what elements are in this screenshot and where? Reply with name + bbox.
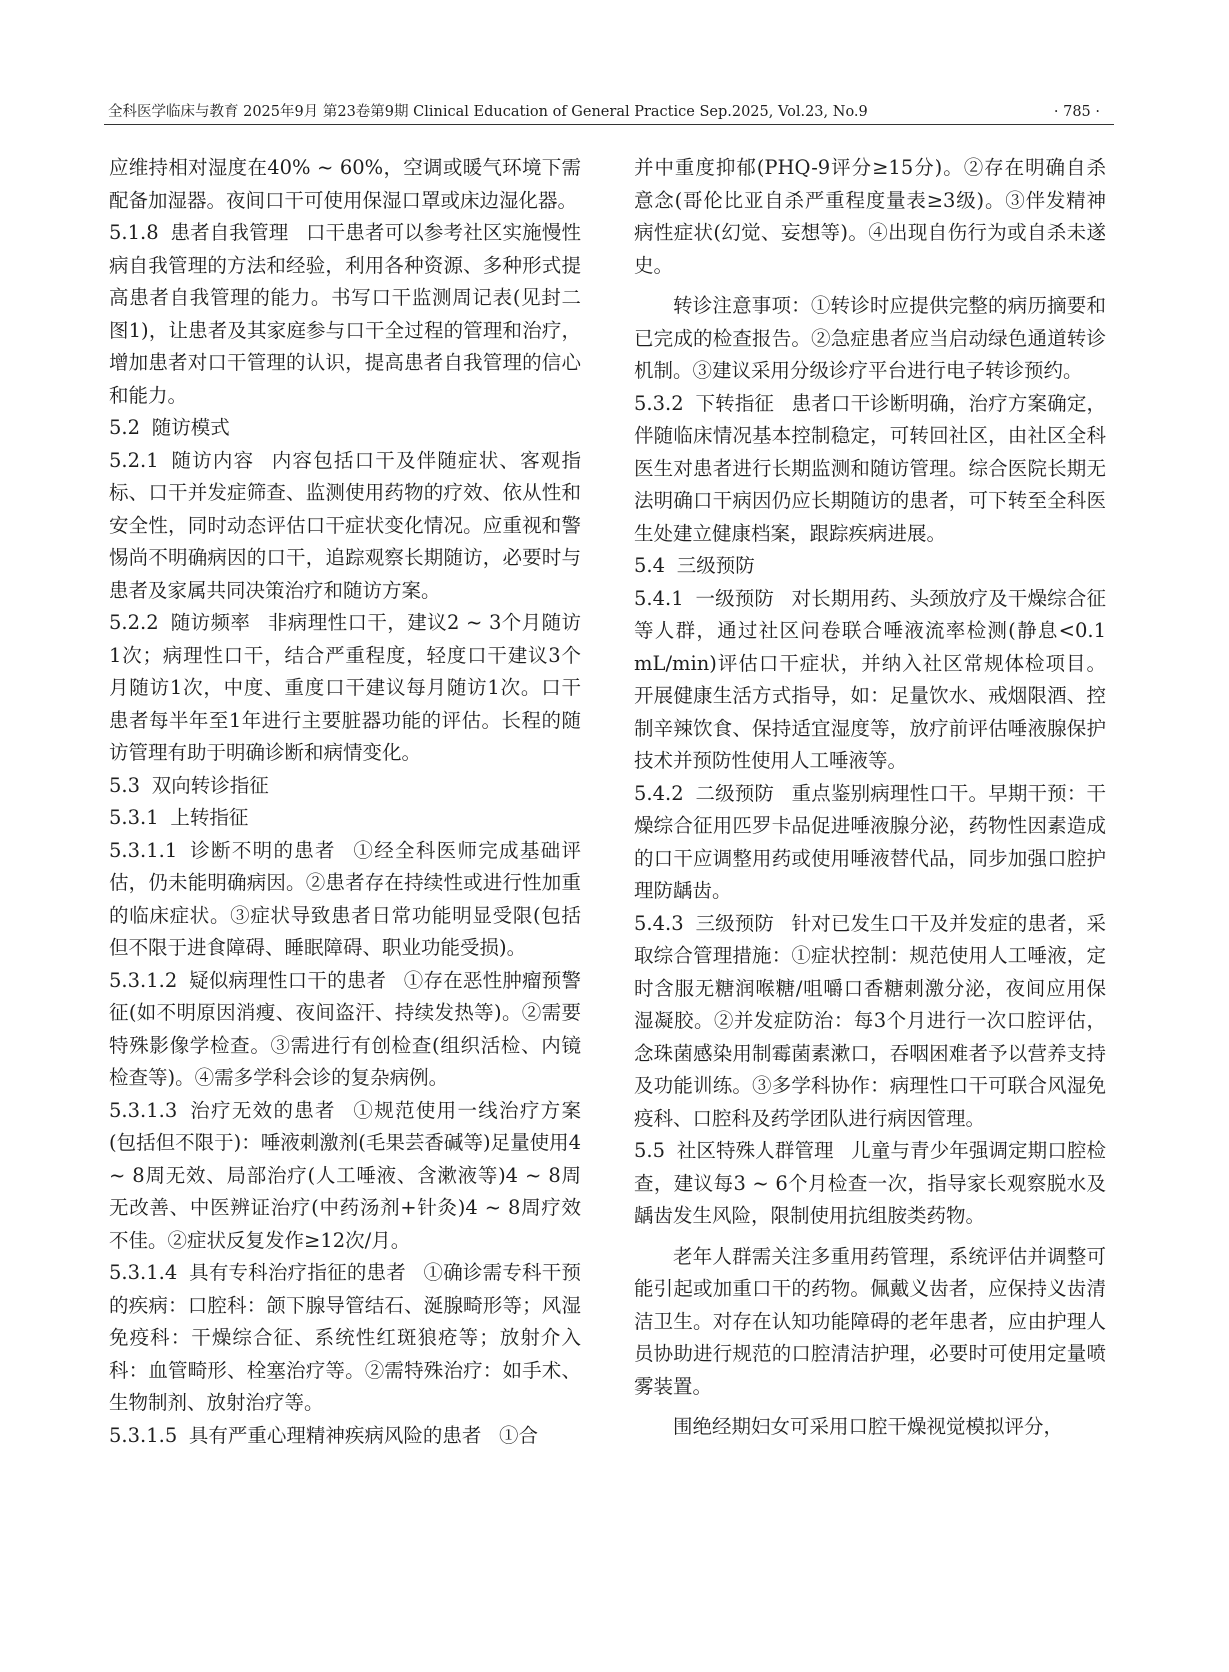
paragraph <box>634 583 1106 778</box>
paragraph <box>109 445 581 608</box>
section-title: 一级预防 <box>695 586 775 610</box>
paragraph <box>109 835 581 965</box>
running-header <box>104 100 1114 125</box>
paragraph-text: 口干患者可以参考社区实施慢性病自我管理的方法和经验，利用各种资源、多种形式提高患者自我管理的能力。书写口干监测周记表(见封二图1)，让患者及其家庭参与口干全过程的管理和治疗，增加患者对口干管理的认识，提高患者自我管理的信心和能力。 <box>109 221 581 407</box>
section-number: 5.3 <box>109 773 141 797</box>
paragraph-text: 应维持相对湿度在40% ~ 60%，空调或暖气环境下需配备加湿器。夜间口干可使用保湿口罩或床边湿化器。 <box>109 156 581 212</box>
paragraph-text: ①规范使用一线治疗方案(包括但不限于)：唾液刺激剂(毛果芸香碱等)足量使用4 ~ 8周无效、局部治疗(人工唾液、含漱液等)4 ~ 8周无改善、中医辨证治疗(中药汤剂+针灸)4 ~ 8周疗效不佳。②症状反复发作≥12次/月。 <box>109 1098 581 1252</box>
section-number: 5.3.1.4 <box>109 1261 178 1284</box>
page-number: · 785 · <box>1053 104 1100 120</box>
paragraph-text: 围绝经期妇女可采用口腔干燥视觉模拟评分， <box>673 1415 1064 1438</box>
section-title: 三级预防 <box>676 554 755 577</box>
journal-citation: 全科医学临床与教育 2025年9月 第23卷第9期 Clinical Education of General Practice Sep.2025, Vol.23, No.9 <box>108 104 868 120</box>
paragraph-text: 针对已发生口干及并发症的患者，采取综合管理措施：①症状控制：规范使用人工唾液，定时含服无糖润喉糖/咀嚼口香糖刺激分泌，夜间应用保湿凝胶。②并发症防治：每3个月进行一次口腔评估，念珠菌感染用制霉菌素漱口，吞咽困难者予以营养支持及功能训练。③多学科协作：病理性口干可联合风湿免疫科、口腔科及药学团队进行病因管理。 <box>634 911 1106 1130</box>
left-column <box>109 152 581 1452</box>
paragraph-text: 对长期用药、头颈放疗及干燥综合征等人群，通过社区问卷联合唾液流率检测(静息<0.1 mL/min)评估口干症状，并纳入社区常规体检项目。开展健康生活方式指导，如：足量饮水、戒烟限酒、控制辛辣饮食、保持适宜湿度等，放疗前评估唾液腺保护技术并预防性使用人工唾液等。 <box>634 586 1106 772</box>
paragraph <box>634 290 1106 388</box>
section-title: 上转指征 <box>170 806 249 829</box>
section-number: 5.3.1.1 <box>109 838 178 862</box>
section-number: 5.3.1.5 <box>109 1423 178 1447</box>
section-number: 5.3.2 <box>634 391 684 415</box>
section-number: 5.2.1 <box>109 448 159 472</box>
paragraph-text: 老年人群需关注多重用药管理，系统评估并调整可能引起或加重口干的药物。佩戴义齿者，应保持义齿清洁卫生。对存在认知功能障碍的老年患者，应由护理人员协助进行规范的口腔清洁护理，必要时可使用定量喷雾装置。 <box>634 1244 1106 1398</box>
paragraph <box>634 778 1106 908</box>
paragraph-text: ①合 <box>498 1423 538 1447</box>
section-title: 下转指征 <box>695 391 775 415</box>
paragraph <box>109 1095 581 1258</box>
section-heading <box>109 770 581 803</box>
section-title: 三级预防 <box>695 911 775 935</box>
section-number: 5.1.8 <box>109 221 159 244</box>
paragraph-text: 非病理性口干，建议2 ~ 3个月随访1次；病理性口干，结合严重程度，轻度口干建议3个月随访1次，中度、重度口干建议每月随访1次。口干患者每半年至1年进行主要脏器功能的评估。长程的随访管理有助于明确诊断和病情变化。 <box>109 611 581 764</box>
paragraph-text: 并中重度抑郁(PHQ-9评分≥15分)。②存在明确自杀意念(哥伦比亚自杀严重程度量表≥3级)。③伴发精神病性症状(幻觉、妄想等)。④出现自伤行为或自杀未遂史。 <box>634 156 1106 277</box>
section-number: 5.4.1 <box>634 586 684 610</box>
paragraph <box>634 1241 1106 1404</box>
section-title: 疑似病理性口干的患者 <box>188 968 387 992</box>
paragraph <box>109 965 581 1095</box>
paragraph <box>634 1411 1106 1444</box>
paragraph <box>634 152 1106 282</box>
section-title: 治疗无效的患者 <box>188 1098 336 1122</box>
paragraph-text: 重点鉴别病理性口干。早期干预：干燥综合征用匹罗卡品促进唾液腺分泌，药物性因素造成的口干应调整用药或使用唾液替代品，同步加强口腔护理防龋齿。 <box>634 781 1106 902</box>
paragraph <box>634 1135 1106 1233</box>
section-number: 5.4.3 <box>634 911 684 935</box>
section-heading <box>109 412 581 445</box>
section-title: 双向转诊指征 <box>151 773 269 797</box>
section-heading <box>634 550 1106 583</box>
section-title: 具有专科治疗指征的患者 <box>188 1261 406 1284</box>
section-number: 5.4 <box>634 554 666 577</box>
paragraph <box>109 1257 581 1420</box>
section-title: 患者自我管理 <box>170 221 289 244</box>
section-number: 5.2 <box>109 416 141 439</box>
section-number: 5.3.1 <box>109 806 159 829</box>
paragraph <box>109 152 581 217</box>
paragraph-text: 内容包括口干及伴随症状、客观指标、口干并发症筛查、监测使用药物的疗效、依从性和安全性，同时动态评估口干症状变化情况。应重视和警惕尚不明确病因的口干，追踪观察长期随访，必要时与患者及家属共同决策治疗和随访方案。 <box>109 448 581 602</box>
paragraph <box>109 607 581 770</box>
paragraph <box>109 1420 581 1453</box>
paragraph-text: ①存在恶性肿瘤预警征(如不明原因消瘦、夜间盗汗、持续发热等)。②需要特殊影像学检查。③需进行有创检查(组织活检、内镜检查等)。④需多学科会诊的复杂病例。 <box>109 968 581 1089</box>
section-heading <box>109 802 581 835</box>
section-title: 二级预防 <box>695 781 775 805</box>
section-title: 诊断不明的患者 <box>188 838 336 862</box>
section-title: 随访模式 <box>151 416 230 439</box>
section-number: 5.3.1.3 <box>109 1098 178 1122</box>
section-number: 5.4.2 <box>634 781 684 805</box>
section-title: 随访内容 <box>170 448 255 472</box>
section-number: 5.3.1.2 <box>109 968 178 992</box>
paragraph-text: 儿童与青少年强调定期口腔检查，建议每3 ~ 6个月检查一次，指导家长观察脱水及龋齿发生风险，限制使用抗组胺类药物。 <box>634 1139 1106 1227</box>
section-number: 5.2.2 <box>109 611 159 634</box>
paragraph-text: ①经全科医师完成基础评估，仍未能明确病因。②患者存在持续性或进行性加重的临床症状。③症状导致患者日常功能明显受限(包括但不限于进食障碍、睡眠障碍、职业功能受损)。 <box>109 838 581 959</box>
paragraph-text: ①确诊需专科干预的疾病：口腔科：颌下腺导管结石、涎腺畸形等；风湿免疫科：干燥综合征、系统性红斑狼疮等；放射介入科：血管畸形、栓塞治疗等。②需特殊治疗：如手术、生物制剂、放射治疗等。 <box>109 1261 581 1414</box>
section-title: 社区特殊人群管理 <box>676 1139 834 1162</box>
paragraph <box>109 217 581 412</box>
paragraph <box>634 908 1106 1136</box>
paragraph <box>634 388 1106 551</box>
section-title: 随访频率 <box>170 611 251 634</box>
section-title: 具有严重心理精神疾病风险的患者 <box>188 1423 482 1447</box>
section-number: 5.5 <box>634 1139 666 1162</box>
paragraph-text: 转诊注意事项：①转诊时应提供完整的病历摘要和已完成的检查报告。②急症患者应当启动绿色通道转诊机制。③建议采用分级诊疗平台进行电子转诊预约。 <box>634 294 1106 382</box>
right-column <box>634 152 1106 1444</box>
paragraph-text: 患者口干诊断明确，治疗方案确定，伴随临床情况基本控制稳定，可转回社区，由社区全科医生对患者进行长期监测和随访管理。综合医院长期无法明确口干病因仍应长期随访的患者，可下转至全科医生处建立健康档案，跟踪疾病进展。 <box>634 391 1106 545</box>
